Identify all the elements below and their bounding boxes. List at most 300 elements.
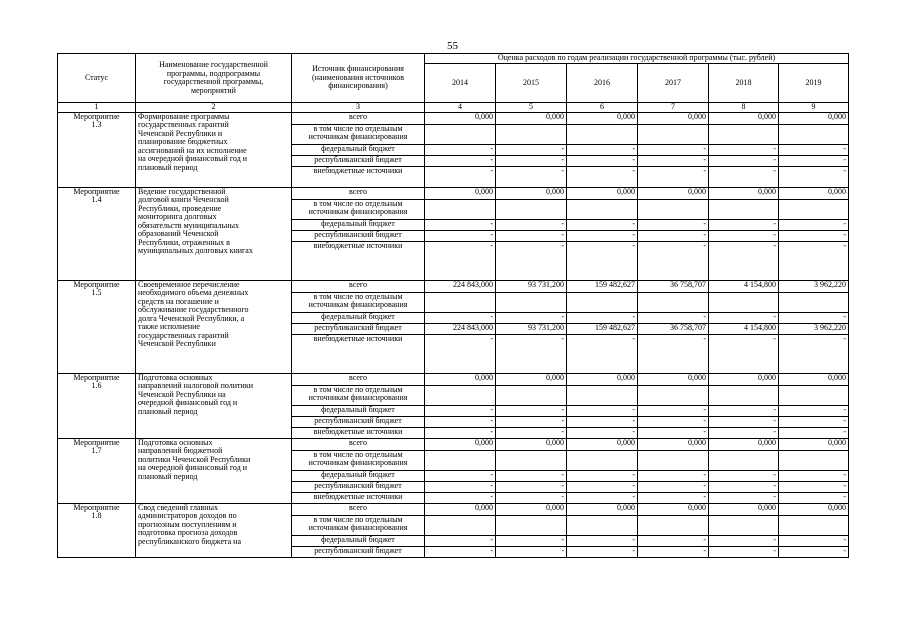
expense-value: 0,000 (496, 438, 567, 450)
funding-source (292, 112, 425, 124)
funding-source-line: республиканский бюджет (314, 155, 402, 164)
expense-value: 159 482,627 (567, 280, 638, 292)
expense-value (496, 385, 567, 405)
expense-value: 36 758,707 (638, 323, 709, 334)
measure-name-line: Республики, отраженных в (138, 237, 230, 247)
expense-value: - (779, 155, 849, 166)
funding-source (292, 535, 425, 546)
column-number: 6 (567, 103, 638, 113)
measure-name-line: Подготовка основных (138, 438, 213, 447)
expense-value: 0,000 (638, 503, 709, 515)
funding-source-line: республиканский бюджет (314, 230, 402, 239)
expense-value (779, 124, 849, 144)
expense-value: - (709, 241, 779, 280)
expense-value: 0,000 (425, 373, 496, 385)
funding-source-line: республиканский бюджет (314, 546, 402, 555)
expense-value (709, 450, 779, 470)
expense-value: - (567, 416, 638, 427)
expense-value: - (425, 334, 496, 373)
measure-status-line: Мероприятие (73, 280, 120, 289)
funding-source (292, 470, 425, 481)
expense-value: 224 843,000 (425, 280, 496, 292)
funding-source (292, 546, 425, 557)
expense-value (709, 385, 779, 405)
expense-value (638, 199, 709, 219)
expense-value: - (425, 427, 496, 438)
expense-value (709, 199, 779, 219)
expense-value: - (779, 241, 849, 280)
funding-source-line: республиканский бюджет (314, 416, 402, 425)
measure-status-line: Мероприятие (73, 112, 120, 121)
funding-source (292, 515, 425, 535)
expense-value: 0,000 (638, 187, 709, 199)
measure-name-line: направлений бюджетной (138, 446, 223, 455)
measure-status (58, 503, 136, 557)
measure-name-line: очередной финансовый год и (138, 398, 238, 407)
column-number: 5 (496, 103, 567, 113)
expense-value: - (425, 546, 496, 557)
expense-value: - (567, 470, 638, 481)
expense-value (567, 199, 638, 219)
table-row (58, 503, 849, 515)
funding-source (292, 124, 425, 144)
measure-status (58, 280, 136, 373)
measure-name (136, 280, 292, 373)
header-year: 2017 (638, 64, 709, 103)
expense-value (496, 515, 567, 535)
expense-value: 0,000 (638, 373, 709, 385)
funding-source-line: всего (348, 438, 367, 447)
header-source-line: финансирования) (328, 81, 388, 91)
funding-source-line: федеральный бюджет (321, 312, 395, 321)
expense-value: - (709, 416, 779, 427)
funding-source-line: всего (348, 187, 367, 196)
column-number: 8 (709, 103, 779, 113)
measure-name-line: прогнозным поступлениям и (138, 519, 237, 529)
funding-source-line: республиканский бюджет (314, 481, 402, 490)
measure-name-line: средств на погашение и (138, 296, 219, 306)
expense-value: 3 962,220 (779, 323, 849, 334)
expense-value: - (638, 155, 709, 166)
measure-name-line: обязательств муниципальных (138, 220, 239, 230)
measure-name-line: направлений налоговой политики (138, 381, 253, 390)
expense-value: - (567, 166, 638, 187)
expense-value: - (567, 312, 638, 323)
funding-source-line: всего (348, 503, 367, 512)
expense-value: - (496, 481, 567, 492)
expense-value: - (779, 405, 849, 416)
expense-value (638, 515, 709, 535)
expense-value: 4 154,800 (709, 280, 779, 292)
expense-value: - (496, 312, 567, 323)
header-source-line: Источник финансирования (312, 64, 404, 74)
funding-source (292, 503, 425, 515)
expense-value: - (638, 481, 709, 492)
measure-name-line: на очередной финансовый год и (138, 463, 248, 472)
expense-value: 0,000 (567, 112, 638, 124)
measure-name-line: мониторинга долговых (138, 212, 217, 221)
measure-status-line: 1.7 (91, 446, 102, 455)
expense-value: 0,000 (779, 112, 849, 124)
expense-value (496, 124, 567, 144)
expense-value: 0,000 (779, 373, 849, 385)
expense-value: 0,000 (779, 503, 849, 515)
funding-source-line: в том числе по отдельным (313, 124, 403, 133)
expense-value: - (638, 144, 709, 155)
expense-value (425, 385, 496, 405)
funding-source-line: источникам финансирования (308, 132, 408, 141)
header-name-line: государственной программы, (163, 77, 264, 86)
expense-value: - (638, 334, 709, 373)
funding-source (292, 373, 425, 385)
expense-value: - (779, 546, 849, 557)
expense-value: - (779, 427, 849, 438)
expense-value: - (496, 535, 567, 546)
column-number: 1 (58, 103, 136, 113)
header-name-line: Наименование государственной (159, 60, 268, 69)
funding-source (292, 312, 425, 323)
expense-value: - (425, 219, 496, 230)
expense-value (567, 450, 638, 470)
expense-value (425, 515, 496, 535)
measure-status-line: 1.3 (91, 120, 102, 129)
measure-name-line: образований Чеченской (138, 229, 219, 238)
expense-value: 0,000 (425, 187, 496, 199)
expense-value: - (779, 312, 849, 323)
measure-name-line: республиканского бюджета на (138, 536, 241, 546)
expense-value: - (567, 241, 638, 280)
funding-source-line: источникам финансирования (308, 393, 408, 402)
measure-status-line: 1.6 (91, 381, 102, 390)
expense-value: - (496, 470, 567, 481)
column-number: 2 (136, 103, 292, 113)
funding-source (292, 427, 425, 438)
measure-name-line: Подготовка основных (138, 373, 213, 382)
expense-value (779, 515, 849, 535)
expense-value (779, 199, 849, 219)
expense-value: - (567, 481, 638, 492)
expense-value: - (567, 427, 638, 438)
measure-name (136, 187, 292, 280)
measure-status-line: 1.4 (91, 195, 102, 204)
expense-value: - (709, 312, 779, 323)
measure-name (136, 438, 292, 503)
expense-value: 0,000 (425, 112, 496, 124)
expense-value (567, 385, 638, 405)
measure-name-line: плановый период (138, 406, 198, 416)
expense-value: - (638, 312, 709, 323)
header-year: 2019 (779, 64, 849, 103)
expense-value: - (567, 535, 638, 546)
table-row (58, 280, 849, 292)
funding-source-line: федеральный бюджет (321, 405, 395, 414)
expense-value: 0,000 (496, 187, 567, 199)
header-estimate: Оценка расходов по годам реализации государственной программы (тыс. рублей) (425, 54, 849, 64)
header-name-line: программы, подпрограммы (166, 68, 261, 78)
column-number: 9 (779, 103, 849, 113)
expense-value: 0,000 (638, 438, 709, 450)
expense-value: - (425, 312, 496, 323)
expense-value: 159 482,627 (567, 323, 638, 334)
measure-name-line: подготовка прогноза доходов (138, 528, 238, 537)
expense-value: - (779, 219, 849, 230)
expense-value: - (779, 166, 849, 187)
expense-value: 0,000 (567, 438, 638, 450)
table-row (58, 187, 849, 199)
header-row-top (58, 54, 849, 64)
expense-value: - (496, 155, 567, 166)
expense-value (567, 292, 638, 312)
measure-name-line: плановый период (138, 471, 198, 481)
measure-name-line: Республики, проведение (138, 203, 222, 213)
expense-value: - (779, 334, 849, 373)
measure-name-line: Своевременное перечисление (138, 280, 240, 289)
expense-value: 0,000 (709, 503, 779, 515)
funding-source-line: внебюджетные источники (313, 241, 403, 250)
expense-value: 36 758,707 (638, 280, 709, 292)
expense-value (709, 515, 779, 535)
funding-source (292, 385, 425, 405)
funding-source-line: внебюджетные источники (313, 334, 403, 343)
expense-value: - (779, 416, 849, 427)
funding-source-line: внебюджетные источники (313, 427, 403, 436)
expense-value: - (567, 144, 638, 155)
expense-value: 0,000 (567, 187, 638, 199)
funding-source (292, 230, 425, 241)
expense-value: - (638, 405, 709, 416)
expense-value (567, 124, 638, 144)
measure-name-line: плановый период (138, 162, 198, 172)
expense-value: 93 731,200 (496, 280, 567, 292)
expense-value: - (425, 144, 496, 155)
expense-value: 0,000 (496, 503, 567, 515)
table-row (58, 373, 849, 385)
expense-value: 93 731,200 (496, 323, 567, 334)
measure-status-line: Мероприятие (73, 503, 120, 512)
expense-value (638, 124, 709, 144)
expense-value: - (638, 416, 709, 427)
expense-value: - (496, 416, 567, 427)
funding-source-line: федеральный бюджет (321, 535, 395, 544)
expense-value: - (496, 334, 567, 373)
expense-value: 0,000 (779, 187, 849, 199)
expense-value: - (638, 535, 709, 546)
header-source-line: (наименования источников (312, 72, 404, 82)
expense-value: - (425, 535, 496, 546)
funding-source-line: федеральный бюджет (321, 219, 395, 228)
expense-value: - (779, 144, 849, 155)
expense-value: - (779, 535, 849, 546)
expense-value: 0,000 (425, 503, 496, 515)
funding-source (292, 492, 425, 503)
expense-value: - (779, 492, 849, 503)
expense-value: - (425, 230, 496, 241)
expense-value: - (496, 427, 567, 438)
expense-value: - (567, 546, 638, 557)
measure-name-line: Свод сведений главных (138, 503, 218, 512)
funding-source-line: в том числе по отдельным (313, 385, 403, 394)
measure-name-line: обслуживание государственного (138, 305, 249, 314)
expense-value: - (709, 405, 779, 416)
expense-value: - (425, 492, 496, 503)
expense-value: 3 962,220 (779, 280, 849, 292)
measure-name-line: Ведение государственной (138, 187, 226, 196)
expense-value (425, 124, 496, 144)
measure-name-line: на очередной финансовый год и (138, 154, 248, 163)
measure-name-line: долговой книги Чеченской (138, 195, 229, 204)
funding-source-line: федеральный бюджет (321, 144, 395, 153)
expense-value: 224 843,000 (425, 323, 496, 334)
expense-value: - (709, 481, 779, 492)
expense-value (638, 292, 709, 312)
funding-source (292, 405, 425, 416)
expense-value (425, 292, 496, 312)
expense-value: - (425, 166, 496, 187)
funding-source-line: в том числе по отдельным (313, 292, 403, 301)
expense-value: - (567, 219, 638, 230)
measure-status-line: Мероприятие (73, 438, 120, 447)
expense-value (425, 450, 496, 470)
funding-source-line: источникам финансирования (308, 300, 408, 309)
measure-status (58, 187, 136, 280)
expense-value: 0,000 (709, 187, 779, 199)
expense-value: - (496, 144, 567, 155)
expense-value: - (638, 470, 709, 481)
funding-source (292, 187, 425, 199)
expense-value: - (709, 470, 779, 481)
expense-value: 0,000 (496, 373, 567, 385)
funding-source (292, 199, 425, 219)
expense-value: - (709, 144, 779, 155)
funding-source-line: внебюджетные источники (313, 492, 403, 501)
expense-value: - (425, 405, 496, 416)
funding-source (292, 416, 425, 427)
table-row (58, 112, 849, 124)
page-number: 55 (447, 40, 458, 52)
expense-value: - (709, 492, 779, 503)
measure-name-line: государственных гарантий (138, 120, 229, 129)
expense-value: - (638, 230, 709, 241)
expense-value: - (425, 241, 496, 280)
expense-value: - (425, 481, 496, 492)
measure-name-line: государственных гарантий (138, 330, 229, 340)
expense-value: 4 154,800 (709, 323, 779, 334)
expense-value: - (425, 470, 496, 481)
expense-value: - (496, 230, 567, 241)
expense-value: - (496, 546, 567, 557)
header-status: Статус (58, 54, 136, 103)
measure-status (58, 373, 136, 438)
expense-value: - (709, 535, 779, 546)
measure-name-line: Формирование программы (138, 112, 230, 121)
expense-value: - (638, 492, 709, 503)
column-number: 7 (638, 103, 709, 113)
expense-value: 0,000 (496, 112, 567, 124)
header-year: 2014 (425, 64, 496, 103)
expense-value: - (709, 166, 779, 187)
expense-value: - (709, 230, 779, 241)
expense-value (779, 450, 849, 470)
expense-value (779, 385, 849, 405)
funding-source-line: внебюджетные источники (313, 166, 403, 175)
expense-value (779, 292, 849, 312)
funding-source-line: источникам финансирования (308, 523, 408, 532)
measure-name (136, 112, 292, 187)
measure-name-line: муниципальных долговых книгах (138, 246, 253, 255)
funding-source (292, 438, 425, 450)
expense-value: - (709, 155, 779, 166)
measure-name-line: ассигнований на их исполнение (138, 145, 247, 155)
expense-value: - (779, 481, 849, 492)
budget-table (57, 53, 849, 558)
funding-source-line: всего (348, 373, 367, 382)
header-year: 2015 (496, 64, 567, 103)
funding-source-line: всего (348, 280, 367, 289)
header-year: 2016 (567, 64, 638, 103)
funding-source (292, 334, 425, 373)
column-number-row (58, 103, 849, 113)
expense-value (709, 292, 779, 312)
column-number: 4 (425, 103, 496, 113)
funding-source-line: в том числе по отдельным (313, 450, 403, 459)
expense-value: - (567, 334, 638, 373)
measure-status-line: 1.8 (91, 511, 102, 520)
funding-source (292, 241, 425, 280)
funding-source-line: республиканский бюджет (314, 323, 402, 332)
funding-source (292, 155, 425, 166)
funding-source-line: всего (348, 112, 367, 121)
measure-status (58, 112, 136, 187)
expense-value: - (496, 241, 567, 280)
expense-value: - (638, 166, 709, 187)
measure-status-line: Мероприятие (73, 187, 120, 196)
expense-value: 0,000 (779, 438, 849, 450)
expense-value (496, 450, 567, 470)
funding-source (292, 280, 425, 292)
expense-value: 0,000 (709, 112, 779, 124)
funding-source-line: в том числе по отдельным (313, 515, 403, 524)
funding-source (292, 292, 425, 312)
measure-name (136, 503, 292, 557)
expense-value: 0,000 (425, 438, 496, 450)
funding-source (292, 450, 425, 470)
expense-value (638, 385, 709, 405)
funding-source-line: источникам финансирования (308, 458, 408, 467)
expense-value: - (638, 219, 709, 230)
expense-value: 0,000 (709, 373, 779, 385)
expense-value: - (709, 219, 779, 230)
expense-value: - (567, 405, 638, 416)
funding-source (292, 166, 425, 187)
expense-value: - (567, 492, 638, 503)
measure-status-line: 1.5 (91, 288, 102, 297)
expense-value: 0,000 (567, 373, 638, 385)
funding-source-line: источникам финансирования (308, 207, 408, 216)
funding-source (292, 219, 425, 230)
measure-status (58, 438, 136, 503)
expense-value: - (638, 427, 709, 438)
expense-value: - (709, 546, 779, 557)
measure-name-line: планирование бюджетных (138, 137, 228, 146)
expense-value: - (496, 166, 567, 187)
expense-value: - (779, 470, 849, 481)
measure-status-line: Мероприятие (73, 373, 120, 382)
expense-value: 0,000 (567, 503, 638, 515)
expense-value: 0,000 (709, 438, 779, 450)
funding-source (292, 481, 425, 492)
expense-value: - (496, 405, 567, 416)
header-name (136, 54, 292, 103)
